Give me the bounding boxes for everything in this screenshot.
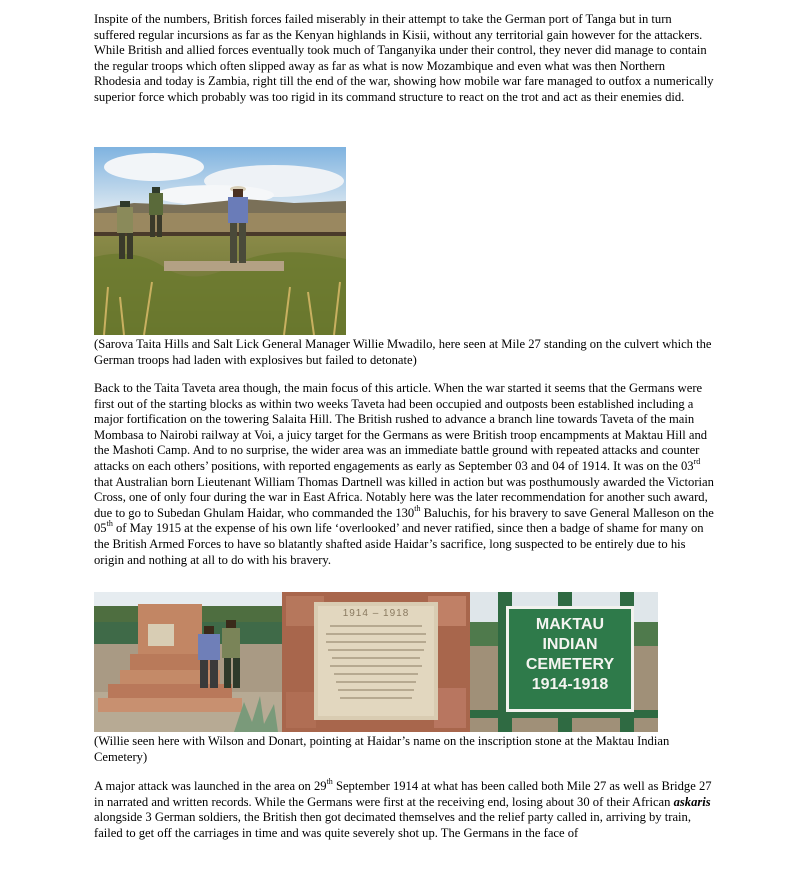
ordinal-suffix: th xyxy=(326,776,333,786)
sign-line-2: INDIAN xyxy=(542,636,598,653)
inscription-years: 1914 – 1918 xyxy=(342,608,410,619)
body-paragraph-2 xyxy=(94,381,714,568)
sign-line-4: 1914-1918 xyxy=(531,676,609,693)
paragraph-3-text-a: A major attack was launched in the area on 29 xyxy=(94,779,327,793)
paragraph-3-text-b: September 1914 at what has been called both Mile 27 as well as Bridge 27 in narrated and written records. While the Germans were first at the receiving end, losing about 30 of their African xyxy=(94,779,712,809)
sign-line-1: MAKTAU xyxy=(535,616,605,633)
photo-inscription-stone xyxy=(282,592,470,732)
body-paragraph-1: Inspite of the numbers, British forces failed miserably in their attempt to take the German port of Tanga but in turn suffered regular incursions as far as the Kenyan highlands in Kisii, without any territorial gain however for the attackers. While British and allied forces eventually took much of Tanganyika under their control, they never did manage to contain the regular troops which often slipped away as far as what is now Mozambique and even what was then Northern Rhodesia and today is Zambia, right till the end of the war, showing how mobile war fare managed to outfox a numerically superior force which probably was too rigid in its command structure to react on the trot and act as their enemies did. xyxy=(94,12,714,104)
paragraph-2-text-c: Baluchis, for his bravery to save General Malleson on the 05 xyxy=(94,505,714,536)
ordinal-suffix: rd xyxy=(693,456,701,466)
photo-maktau-memorial-group xyxy=(94,592,282,732)
paragraph-2-text-d: of May 1915 at the expense of his own life ‘overlooked’ and never ratified, since then a badge of shame for many on the British Armed Forces to have so blatantly shafted aside Haidar’s sacrifice, long suspected to be entirely due to his origin and nothing at all to do with his bravery. xyxy=(94,521,704,567)
ordinal-suffix: th xyxy=(106,519,113,529)
photo-caption-1: (Sarova Taita Hills and Salt Lick General Manager Willie Mwadilo, here seen at Mile 27 standing on the culvert which the German troops had laden with explosives but failed to detonate) xyxy=(94,337,712,367)
body-paragraph-3 xyxy=(94,776,714,841)
emphasized-term: askaris xyxy=(673,794,711,809)
cemetery-sign xyxy=(506,606,634,712)
ordinal-suffix: th xyxy=(414,503,421,513)
sign-line-3: CEMETERY xyxy=(525,656,615,673)
photo-cemetery-sign xyxy=(470,592,658,732)
paragraph-2-text-a: Back to the Taita Taveta area though, the main focus of this article. When the war started it seems that the Germans were first out of the starting blocks as within two weeks Taveta had been occupied and outposts been established including a major fortification on the towering Salaita Hill. The British rushed to advance a branch line towards Taveta of the main Mombasa to Nairobi railway at Voi, a juicy target for the Germans as were British troop encampments at Maktau Hill and the Mashoti Camp. And to no surprise, the wider area was an immediate battle ground with repeated attacks and counter attacks on each others’ positions, with reported engagements as early as September 03 and 04 of 1914. It was on the 03 xyxy=(94,381,708,473)
paragraph-3-text-c: alongside 3 German soldiers, the British then got decimated themselves and the relief party called in, arriving by train, failed to get off the carriages in time and was quite severely shot up. The Germans in the face of xyxy=(94,810,691,840)
paragraph-2-text-b: that Australian born Lieutenant William Thomas Dartnell was killed in action but was posthumously awarded the Victorian Cross, one of only four during the war in East Africa. Notably here was the later recommendation for another such award, due to go to Subedan Ghulam Haidar, who commanded the 130 xyxy=(94,474,714,520)
photo-mile-27-culvert xyxy=(94,147,346,335)
photo-caption-2: (Willie seen here with Wilson and Donart, pointing at Haidar’s name on the inscription stone at the Maktau Indian Cemetery) xyxy=(94,734,670,764)
